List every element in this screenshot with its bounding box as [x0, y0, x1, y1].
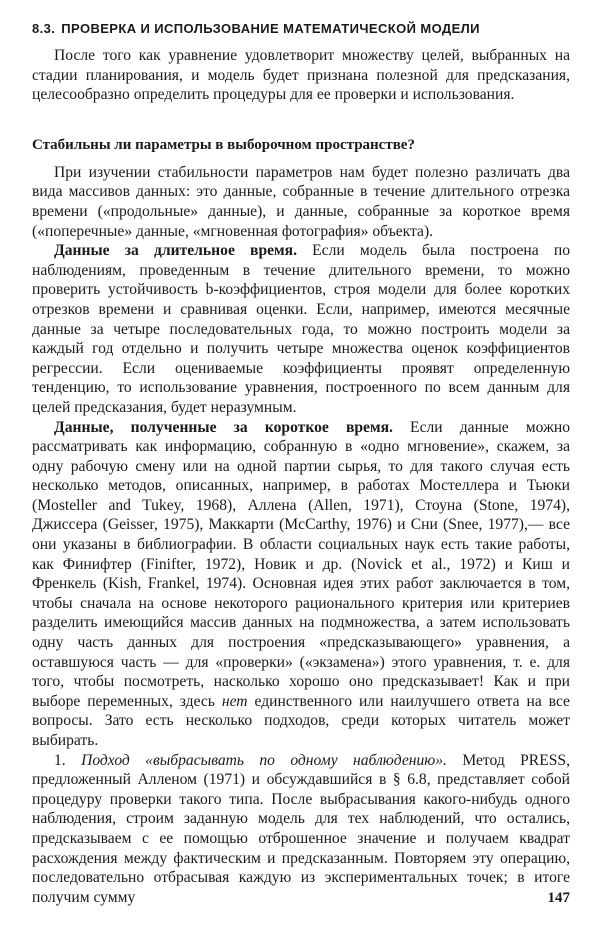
emphasis-word: нет	[221, 692, 248, 710]
press-item-text: Метод PRESS, предложенный Алленом (1971) и обсуждавшийся в § 6.8, представляет собой процедуру проверки такого типа. После выбрасывания какого-нибудь одного наблюдения, строим заданную модель для тех наблюдений, что остались, предсказываем с ее помощью отброшенное значение и получаем квадрат расхождения между фактическим и предсказанным. Повторяем эту операцию, последовательно отбрасывая каждую из экспериментальных точек; в итоге получим сумму	[32, 751, 570, 906]
section-title: ПРОВЕРКА И ИСПОЛЬЗОВАНИЕ МАТЕМАТИЧЕСКОЙ МОДЕЛИ	[61, 21, 480, 36]
stability-paragraph: При изучении стабильности параметров нам будет полезно различать два вида массивов данных: это данные, собранные в течение длительного отрезка времени («продольные» данные), и данные, собранные за короткое время («поперечные» данные, «мгновенная фотография» объекта).	[32, 163, 570, 240]
intro-paragraph: После того как уравнение удовлетворит множеству целей, выбранных на стадии планирования, и модель будет признана полезной для предсказания, целесообразно определить процедуры для ее проверки и использования.	[32, 47, 570, 104]
long-term-data-lead: Данные за длительное время.	[54, 242, 297, 260]
section-heading	[32, 20, 570, 38]
short-term-data-text-1: Если данные можно рассматривать как информацию, собранную в «одно мгновение», скажем, за одну рабочую смену или на одной партии сырья, то для такого случая есть несколько методов, описанных, например, в работах Мостеллера и Тьюки (Mosteller and Tukey, 1968), Аллена (Allen, 1971), Стоуна (Stone, 1974), Джиссера (Geisser, 1975), Маккарти (McCarthy, 1976) и Сни (Snee, 1977),— все они указаны в библиографии. В области социальных наук есть такие работы, как Финифтер (Finifter, 1972), Новик и др. (Novick et al., 1972) и Киш и Френкель (Kish, Frankel, 1974). Основная идея этих работ заключается в том, чтобы сначала на основе некоторого рационального критерия или критериев разделить имеющийся массив данных на подмножества, а затем использовать одну часть данных для построения «предсказывающего» уравнения, а оставшуюся часть — для «проверки» («экзамена») этого уравнения, т. е. для того, чтобы посмотреть, насколько хорошо оно предсказывает! Как и при выборе переменных, здесь	[32, 418, 570, 710]
short-term-data-lead: Данные, полученные за короткое время.	[54, 418, 393, 436]
page-number: 147	[547, 890, 570, 906]
subsection-title: Стабильны ли параметры в выборочном пространстве?	[32, 136, 415, 153]
long-term-data-paragraph	[32, 241, 570, 417]
press-method-paragraph	[32, 751, 570, 908]
press-item-number: 1.	[54, 751, 66, 769]
long-term-data-text: Если модель была построена по наблюдениям, проведенным в течение длительного времени, то можно проверить устойчивость b-коэффициентов, строя модели для более коротких отрезков времени и сравнивая оценки. Если, например, имеются месячные данные за четыре последовательных года, то можно построить модели за каждый год отдельно и получить четыре множества оценок коэффициентов регрессии. Если оцениваемые коэффициенты проявят определенную тенденцию, то использование уравнения, построенного по всем данным для целей предсказания, будет неразумным.	[32, 242, 570, 416]
short-term-data-paragraph	[32, 418, 570, 751]
short-term-data-text-2: единственного или наилучшего ответа на все вопросы. Зато есть несколько подходов, среди которых читатель может выбирать.	[32, 692, 570, 749]
press-item-title: Подход «выбрасывать по одному наблюдению».	[81, 751, 447, 769]
section-number: 8.3.	[32, 21, 56, 36]
